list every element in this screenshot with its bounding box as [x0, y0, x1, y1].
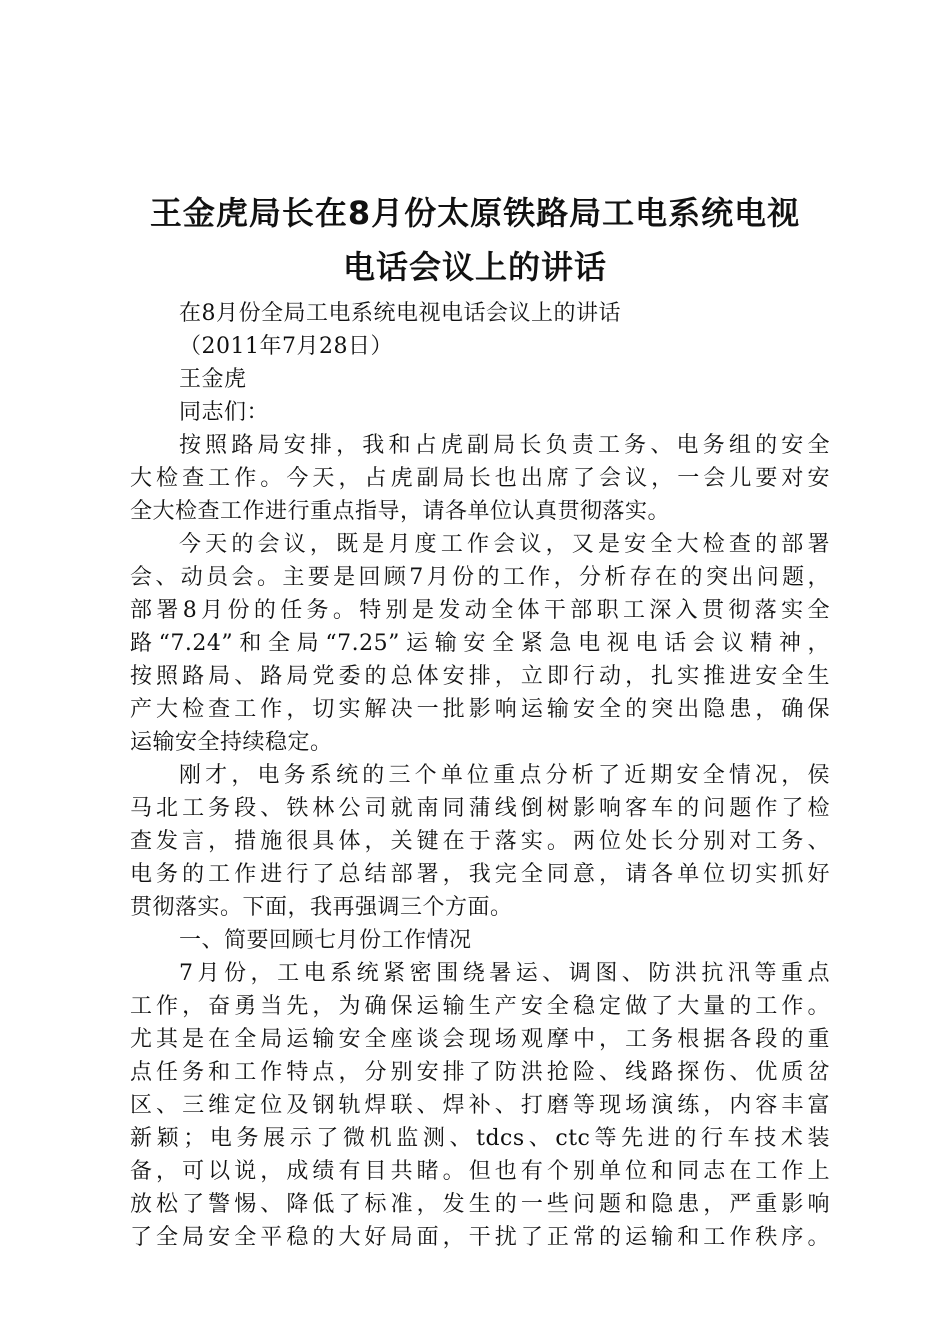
text-line: 产大检查工作，切实解决一批影响运输安全的突出隐患，确保: [130, 697, 830, 722]
text-line: 刚才，电务系统的三个单位重点分析了近期安全情况，侯: [179, 763, 830, 788]
text-line: 备，可以说，成绩有目共睹。但也有个别单位和同志在工作上: [130, 1159, 830, 1184]
text-line: 一、简要回顾七月份工作情况: [179, 928, 472, 953]
text-line: 查发言，措施很具体，关键在于落实。两位处长分别对工务、: [130, 829, 830, 854]
document-body: [130, 297, 830, 1254]
text-line: 新颖；电务展示了微机监测、tdcs、ctc等先进的行车技术装: [130, 1126, 830, 1151]
text-line: 贯彻落实。下面，我再强调三个方面。: [130, 895, 513, 920]
text-line: 区、三维定位及钢轨焊联、焊补、打磨等现场演练，内容丰富: [130, 1093, 830, 1118]
text-line: 了全局安全平稳的大好局面，干扰了正常的运输和工作秩序。: [130, 1225, 830, 1250]
text-line: 7月份，工电系统紧密围绕暑运、调图、防洪抗汛等重点: [179, 961, 830, 986]
text-line: 在8月份全局工电系统电视电话会议上的讲话: [179, 301, 621, 326]
text-line: （2011年7月28日）: [179, 334, 393, 359]
text-line: 大检查工作。今天，占虎副局长也出席了会议，一会儿要对安: [130, 466, 830, 491]
text-line: 同志们：: [179, 400, 270, 425]
text-line: 运输安全持续稳定。: [130, 730, 333, 755]
text-line: 部署8月份的任务。特别是发动全体干部职工深入贯彻落实全: [130, 598, 830, 623]
text-line: 点任务和工作特点，分别安排了防洪抢险、线路探伤、优质岔: [130, 1060, 830, 1085]
text-line: 按照路局安排，我和占虎副局长负责工务、电务组的安全: [179, 433, 830, 458]
text-line: 放松了警惕、降低了标准，发生的一些问题和隐患，严重影响: [130, 1192, 830, 1217]
text-line: 今天的会议，既是月度工作会议，又是安全大检查的部署: [179, 532, 830, 557]
text-line: 王金虎: [179, 367, 247, 392]
text-line: 马北工务段、铁林公司就南同蒲线倒树影响客车的问题作了检: [130, 796, 830, 821]
text-line: 会、动员会。主要是回顾7月份的工作，分析存在的突出问题，: [130, 565, 830, 590]
text-line: 工作，奋勇当先，为确保运输生产安全稳定做了大量的工作。: [130, 994, 830, 1019]
text-line: 尤其是在全局运输安全座谈会现场观摩中，工务根据各段的重: [130, 1027, 830, 1052]
document-title: [120, 186, 830, 294]
title-line-1: 王金虎局长在8月份太原铁路局工电系统电视: [149, 194, 801, 232]
text-line: 电务的工作进行了总结部署，我完全同意，请各单位切实抓好: [130, 862, 830, 887]
text-line: 路“7.24”和全局“7.25”运输安全紧急电视电话会议精神，: [130, 631, 830, 656]
text-line: 全大检查工作进行重点指导，请各单位认真贯彻落实。: [130, 499, 671, 524]
text-line: 按照路局、路局党委的总体安排，立即行动，扎实推进安全生: [130, 664, 830, 689]
title-line-2: 电话会议上的讲话: [342, 248, 607, 286]
